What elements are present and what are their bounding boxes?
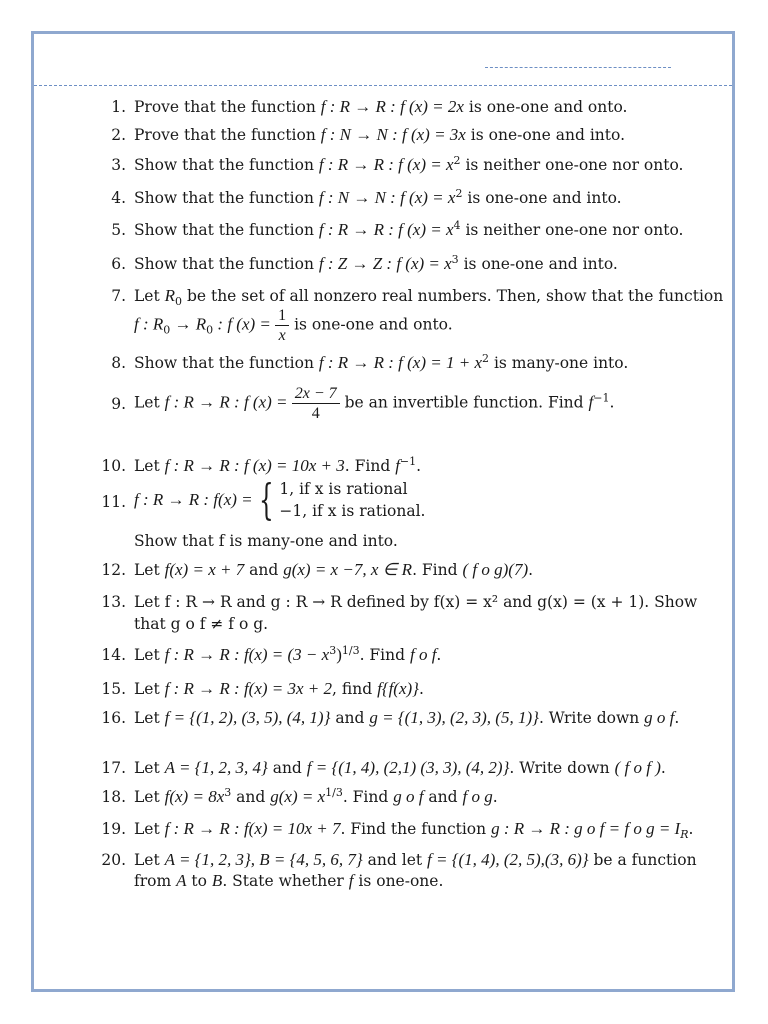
question-text-line-2: Show that f is many-one and into. [134,532,398,550]
fraction: $\frac{1}{x}$ [275,306,289,345]
question-text: Let $f(x) = 8x^3$ and $g(x) = x^{1/3}$. Find g o f and f o g. [134,785,498,806]
question-text: f : R → R : f(x) = { 1, if x is rational −1, if x is rational. [134,475,426,524]
question-text: Show that the function f : Z → Z : f $(x) = x^3$ is one-one and into. [134,252,618,273]
question-text: Let f = {(1, 2), (3, 5), (4, 1)} and g = {(1, 3), (2, 3), (5, 1)}. Write down g o f. [134,708,680,727]
question-text: Prove that the function f : R → R : f (x) = 2x is one-one and onto. [134,97,628,116]
fraction: $\frac{2x - 7}{4}$ [292,384,340,423]
question-text-line-1: Let f : R → R and g : R → R defined by f(x) = x² and g(x) = (x + 1). Show [134,593,698,611]
question-text: Let f : R → R : $f(x) = (3 - x^3)^{1/3}$. Find f o f. [134,643,442,664]
question-text-line-1: Let $R_0$ be the set of all nonzero real numbers. Then, show that the function [134,286,724,309]
question-number: 7. [111,287,126,305]
question-text: Let f(x) = x + 7 and g(x) = x −7, x ∈ R. Find ( f o g)(7). [134,560,534,579]
question-number: 17. [101,759,126,777]
header-long-dashed-line [34,85,732,86]
question-number: 12. [101,561,126,579]
question-number: 9. [111,395,126,413]
question-number: 3. [111,156,126,174]
question-number: 2. [111,126,126,144]
question-number: 13. [101,593,126,611]
piecewise-cases: 1, if x is rational −1, if x is rational. [279,480,426,520]
question-text-line-2: f : $R_0 \to R_0$ : f (x) = $\frac{1}{x}$ is one-one and onto. [134,307,453,344]
header-short-dashed-line [485,67,671,68]
question-number: 15. [101,680,126,698]
question-number: 19. [101,820,126,838]
question-text-line-2: from A to B. State whether f is one-one. [134,871,444,890]
question-number: 8. [111,354,126,372]
question-number: 18. [101,788,126,806]
question-text: Show that the function f : N → N : f $(x) = x^2$ is one-one and into. [134,186,622,207]
question-text: Let f : R → R : f(x) = 3x + 2, find f{f(x)}. [134,679,424,698]
case-brace: { [258,475,274,524]
question-number: 16. [101,709,126,727]
question-text: Let f : R → R : f (x) = 10x + 3. Find $f^{-1}$. [134,454,422,475]
question-text: Prove that the function f : N → N : f (x) = 3x is one-one and into. [134,125,625,144]
question-number: 5. [111,221,126,239]
question-text: Let f : R → R : f (x) = $\frac{2x - 7}{4}$ be an invertible function. Find $f^{-1}$. [134,385,615,422]
question-number: 11. [101,493,126,511]
question-text: Show that the function f : R → R : f $(x) = x^2$ is neither one-one nor onto. [134,153,684,174]
question-number: 14. [101,646,126,664]
question-text: Show that the function f : R → R : f $(x) = 1 + x^2$ is many-one into. [134,351,629,372]
question-number: 10. [101,457,126,475]
question-text: Let A = {1, 2, 3, 4} and f = {(1, 4), (2,1) (3, 3), (4, 2)}. Write down ( f o f ). [134,758,666,777]
question-text-line-1: Let A = {1, 2, 3}, B = {4, 5, 6, 7} and let f = {(1, 4), (2, 5),(3, 6)} be a function [134,850,697,869]
question-text-line-2: that g o f ≠ f o g. [134,615,269,633]
question-text: Let f : R → R : f(x) = 10x + 7. Find the function g : R → R : g o f = f o $g = I_R$. [134,819,694,842]
question-number: 6. [111,255,126,273]
question-number: 4. [111,189,126,207]
question-number: 20. [101,851,126,869]
question-number: 1. [111,98,126,116]
question-text: Show that the function f : R → R : f $(x) = x^4$ is neither one-one nor onto. [134,218,684,239]
